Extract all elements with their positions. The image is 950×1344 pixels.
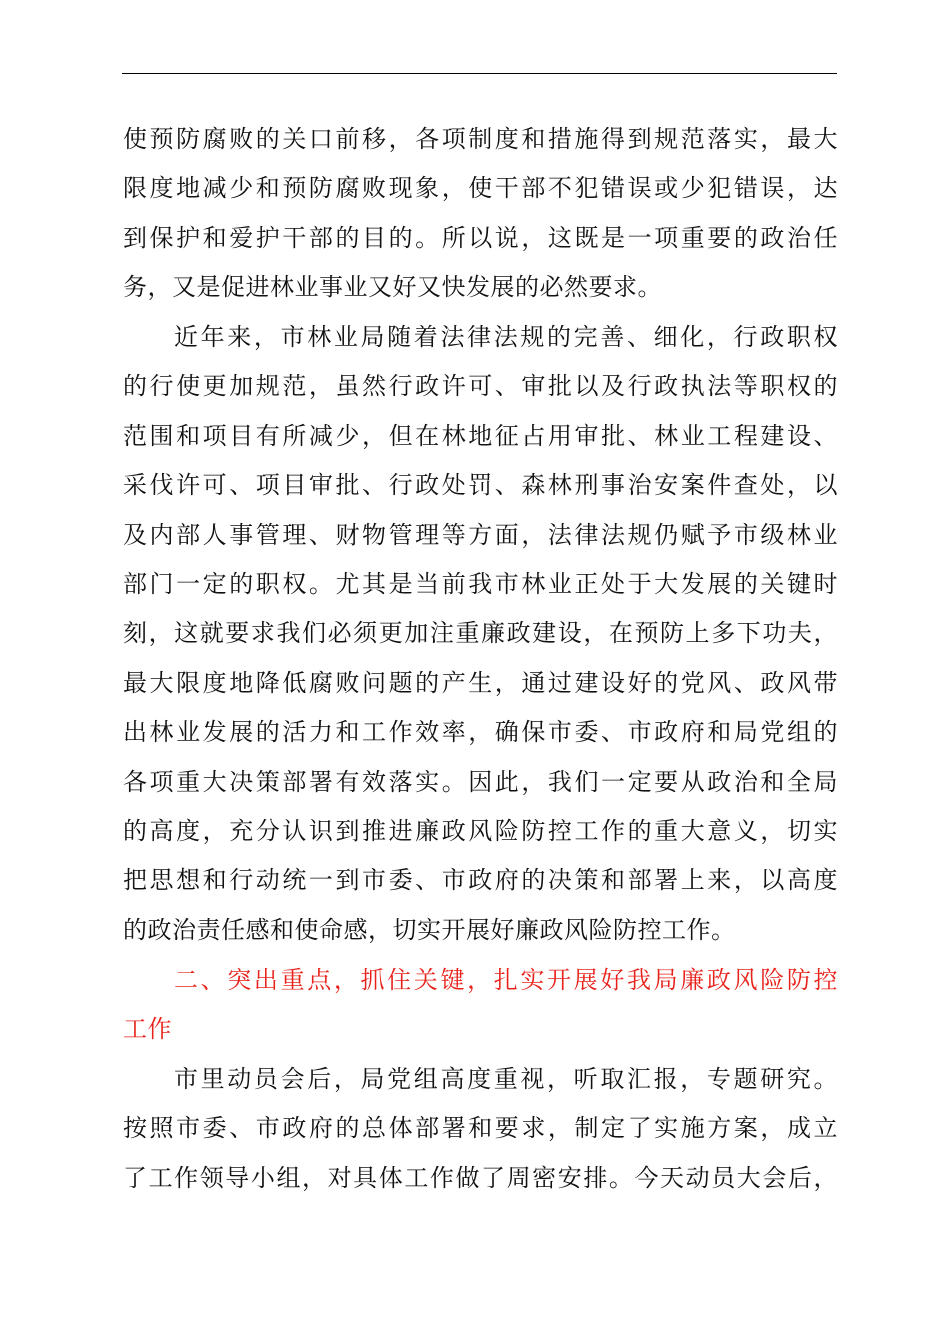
text-line: 把思想和行动统一到市委、市政府的决策和部署上来，以高度 — [123, 866, 838, 895]
text-line: 使预防腐败的关口前移，各项制度和措施得到规范落实，最大 — [123, 125, 838, 153]
text-line: 按照市委、市政府的总体部署和要求，制定了实施方案，成立 — [123, 1114, 838, 1143]
paragraph-recent-years — [123, 313, 838, 955]
text-line: 近年来，市林业局随着法律法规的完善、细化，行政职权 — [174, 323, 838, 351]
heading-line: 工作 — [123, 1015, 172, 1044]
text-line: 部门一定的职权。尤其是当前我市林业正处于大发展的关键时 — [123, 569, 838, 598]
text-line: 务，又是促进林业事业又好又快发展的必然要求。 — [123, 273, 662, 302]
text-line: 的政治责任感和使命感，切实开展好廉政风险防控工作。 — [123, 915, 736, 944]
text-line: 范围和项目有所减少，但在林地征占用审批、林业工程建设、 — [123, 421, 838, 450]
text-line: 了工作领导小组，对具体工作做了周密安排。今天动员大会后， — [123, 1163, 838, 1192]
text-line: 及内部人事管理、财物管理等方面，法律法规仍赋予市级林业 — [123, 520, 838, 549]
text-line: 刻，这就要求我们必须更加注重廉政建设，在预防上多下功夫， — [123, 619, 838, 648]
text-line: 采伐许可、项目审批、行政处罚、森林刑事治安案件查处，以 — [123, 471, 838, 500]
paragraph-continuation — [123, 115, 838, 313]
text-line: 的行使更加规范，虽然行政许可、审批以及行政执法等职权的 — [123, 372, 838, 401]
text-line: 出林业发展的活力和工作效率，确保市委、市政府和局党组的 — [123, 718, 838, 747]
text-line: 最大限度地降低腐败问题的产生，通过建设好的党风、政风带 — [123, 668, 838, 697]
text-line: 到保护和爱护干部的目的。所以说，这既是一项重要的政治任 — [123, 223, 838, 252]
section-heading — [123, 956, 838, 1055]
text-line: 的高度，充分认识到推进廉政风险防控工作的重大意义，切实 — [123, 816, 838, 845]
paragraph-mobilization — [123, 1055, 838, 1203]
text-line: 市里动员会后，局党组高度重视，听取汇报，专题研究。 — [174, 1065, 838, 1093]
header-rule — [122, 73, 837, 74]
text-line: 限度地减少和预防腐败现象，使干部不犯错误或少犯错误，达 — [123, 174, 838, 203]
text-line: 各项重大决策部署有效落实。因此，我们一定要从政治和全局 — [123, 767, 838, 796]
heading-line: 二、突出重点，抓住关键，扎实开展好我局廉政风险防控 — [174, 966, 838, 994]
